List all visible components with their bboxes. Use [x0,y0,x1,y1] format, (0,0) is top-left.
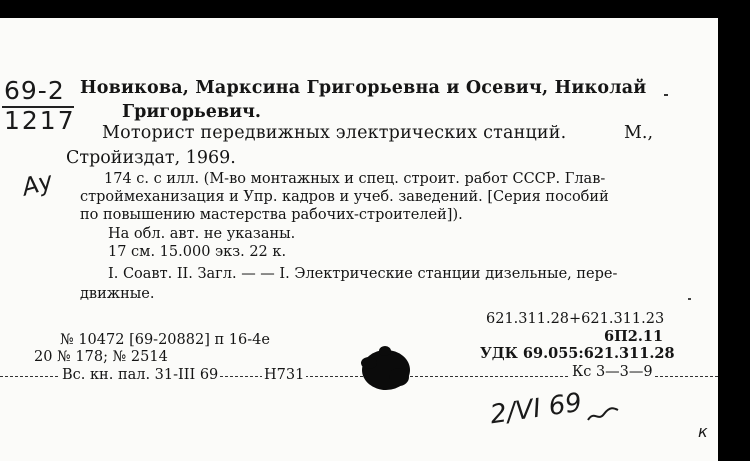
description-line-2: строймеханизация и Упр. кадров и учеб. заведений. [Серия пособий [80,189,609,205]
corner-mark: к [698,422,708,441]
publisher-year: Стройиздат, 1969. [66,148,236,168]
udk-index: УДК 69.055:621.311.28 [480,345,675,362]
speck [664,94,668,96]
catalog-card [0,18,718,461]
handwritten-scribble [586,404,620,426]
description-line-1: 174 с. с илл. (М-во монтажных и спец. строит. работ СССР. Глав- [104,171,606,187]
subject-tracing-line-2: движные. [80,286,155,302]
author-heading: Новикова, Марксина Григорьевна и Осевич, Николай [80,78,647,98]
description-line-3: по повышению мастерства рабочих-строителей]). [80,207,463,223]
udc-range: 621.311.28+621.311.23 [486,311,665,327]
order-numbers-2: 20 № 178; № 2514 [34,349,168,365]
book-chamber-mark: Вс. кн. пал. 31-III 69 [62,367,219,383]
handwritten-date: 2/VI 69 [488,387,584,431]
subject-tracing-line-1: I. Соавт. II. Загл. — — I. Электрические станции дизельные, пере- [108,266,618,282]
place-of-publication: М., [624,123,654,143]
call-number-line1: 69-2 [4,76,65,105]
call-number-line2: 1217 [4,106,76,135]
ink-blot [355,341,415,397]
print-code: Н731 [264,367,305,383]
bbk-index: 6П2.11 [604,328,664,345]
note-size-copies-price: 17 см. 15.000 экз. 22 к. [108,244,287,260]
author-heading-continued: Григорьевич. [122,102,261,122]
speck [688,298,691,300]
kc-code: Кс 3—3—9 [572,364,653,380]
margin-handwritten-mark: Ау [18,166,56,202]
note-authors: На обл. авт. не указаны. [108,226,296,242]
order-number: № 10472 [69-20882] п 16-4е [60,332,270,348]
title: Моторист передвижных электрических станций. [102,123,567,143]
